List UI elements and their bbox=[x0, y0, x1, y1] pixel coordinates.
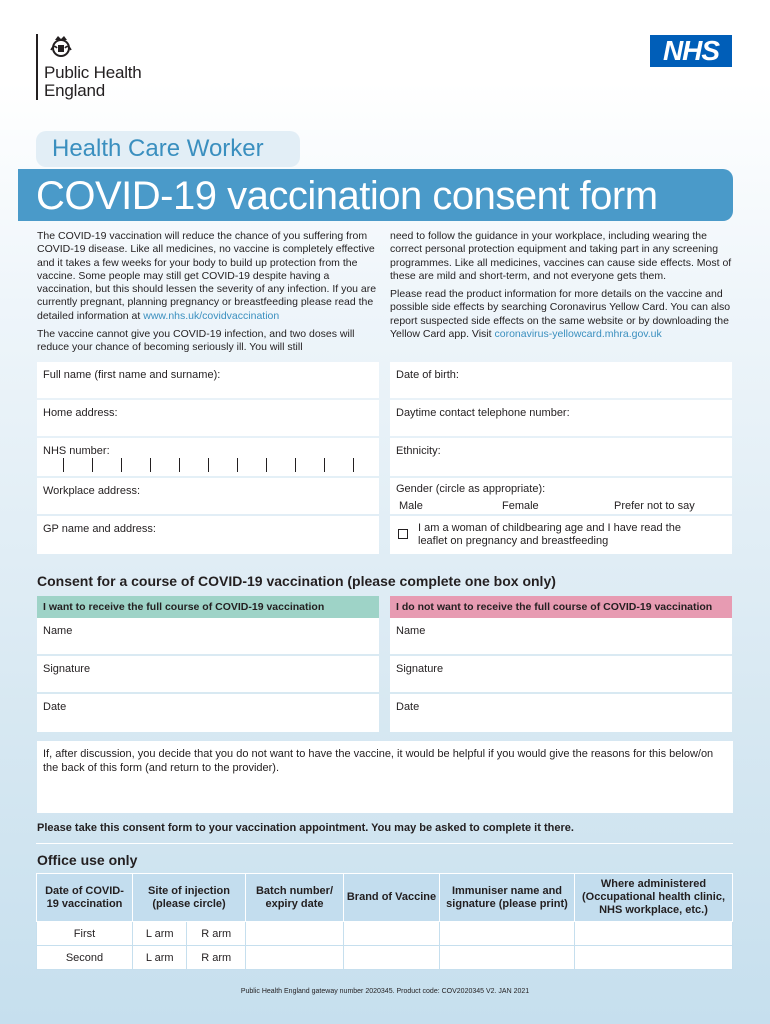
where-cell[interactable] bbox=[575, 946, 733, 970]
reasons-field[interactable] bbox=[37, 741, 733, 813]
ethnicity-field[interactable] bbox=[390, 438, 732, 476]
nhs-number-field[interactable] bbox=[37, 438, 379, 476]
no-name-label: Name bbox=[396, 625, 426, 637]
nhs-number-tick bbox=[150, 458, 151, 472]
col-where: Where administered (Occupational health clinic, NHS workplace, etc.) bbox=[575, 874, 733, 922]
page-title: COVID-19 vaccination consent form bbox=[36, 174, 658, 218]
site-right-arm[interactable]: R arm bbox=[187, 946, 246, 970]
site-left-arm[interactable]: L arm bbox=[133, 946, 187, 970]
nhs-number-tick bbox=[208, 458, 209, 472]
full-name-label: Full name (first name and surname): bbox=[43, 369, 221, 381]
gender-field bbox=[390, 478, 732, 514]
immuniser-cell[interactable] bbox=[440, 946, 575, 970]
yes-name-label: Name bbox=[43, 625, 73, 637]
workplace-address-label: Workplace address: bbox=[43, 485, 141, 497]
dose-label: Second bbox=[37, 946, 133, 970]
col-immuniser: Immuniser name and signature (please print) bbox=[440, 874, 575, 922]
workplace-address-field[interactable] bbox=[37, 478, 379, 514]
pregnancy-check-label: I am a woman of childbearing age and I have read the leaflet on pregnancy and breastfeeding bbox=[418, 522, 681, 547]
intro-left bbox=[37, 230, 377, 360]
no-signature-field[interactable] bbox=[390, 656, 732, 692]
yes-signature-label: Signature bbox=[43, 663, 91, 675]
batch-cell[interactable] bbox=[246, 922, 344, 946]
intro-left-p2: The vaccine cannot give you COVID-19 infection, and two doses will reduce your chance of becoming seriously ill. You will still bbox=[37, 328, 355, 354]
dob-field[interactable] bbox=[390, 362, 732, 398]
nhs-number-tick bbox=[179, 458, 180, 472]
pregnancy-check-field bbox=[390, 516, 732, 554]
org-name-line1: Public Health bbox=[44, 63, 142, 82]
consent-heading: Consent for a course of COVID-19 vaccination (please complete one box only) bbox=[37, 573, 556, 589]
nhs-number-tick bbox=[353, 458, 354, 472]
divider bbox=[36, 843, 733, 844]
nhs-covid-link[interactable]: www.nhs.uk/covidvaccination bbox=[143, 309, 280, 322]
gp-label: GP name and address: bbox=[43, 523, 156, 535]
footer-text: Public Health England gateway number 2020345. Product code: COV2020345 V2. JAN 2021 bbox=[240, 988, 530, 995]
nhs-number-tick bbox=[324, 458, 325, 472]
table-row bbox=[37, 922, 733, 946]
no-date-label: Date bbox=[396, 701, 420, 713]
nhs-logo: NHS bbox=[650, 35, 732, 67]
yes-name-field[interactable] bbox=[37, 618, 379, 654]
site-left-arm[interactable]: L arm bbox=[133, 922, 187, 946]
brand-cell[interactable] bbox=[344, 946, 440, 970]
col-site: Site of injection (please circle) bbox=[133, 874, 246, 922]
nhs-number-tick bbox=[92, 458, 93, 472]
gender-option-male[interactable]: Male bbox=[399, 500, 423, 512]
org-name-line2: England bbox=[44, 81, 105, 100]
consent-yes-heading: I want to receive the full course of COVID-19 vaccination bbox=[37, 596, 379, 618]
consent-no-heading: I do not want to receive the full course of COVID-19 vaccination bbox=[390, 596, 732, 618]
no-signature-label: Signature bbox=[396, 663, 444, 675]
home-address-label: Home address: bbox=[43, 407, 118, 419]
nhs-number-tick bbox=[295, 458, 296, 472]
site-right-arm[interactable]: R arm bbox=[187, 922, 246, 946]
pregnancy-checkbox[interactable] bbox=[398, 529, 408, 539]
ethnicity-label: Ethnicity: bbox=[396, 445, 441, 457]
gender-option-female[interactable]: Female bbox=[502, 500, 539, 512]
col-batch: Batch number/ expiry date bbox=[246, 874, 344, 922]
office-table bbox=[36, 873, 733, 970]
table-row bbox=[37, 946, 733, 970]
intro-right-p1: need to follow the guidance in your workplace, including wearing the correct personal protection equipment and taking part in any screening programmes. Like all medicines, vaccines can cause side effects. Most of these are mild and short-term, and not everyone gets them. bbox=[390, 230, 732, 282]
gender-option-prefer-not[interactable]: Prefer not to say bbox=[614, 500, 695, 512]
phone-label: Daytime contact telephone number: bbox=[396, 407, 570, 419]
yes-date-label: Date bbox=[43, 701, 67, 713]
nhs-number-tick bbox=[121, 458, 122, 472]
no-name-field[interactable] bbox=[390, 618, 732, 654]
crest-icon bbox=[48, 34, 74, 60]
nhs-number-tick bbox=[266, 458, 267, 472]
phe-logo bbox=[36, 34, 176, 104]
full-name-field[interactable] bbox=[37, 362, 379, 398]
batch-cell[interactable] bbox=[246, 946, 344, 970]
home-address-field[interactable] bbox=[37, 400, 379, 436]
intro-right bbox=[390, 230, 732, 346]
form-subtitle: Health Care Worker bbox=[36, 131, 300, 167]
gp-field[interactable] bbox=[37, 516, 379, 554]
brand-cell[interactable] bbox=[344, 922, 440, 946]
gender-label: Gender (circle as appropriate): bbox=[396, 483, 546, 495]
phone-field[interactable] bbox=[390, 400, 732, 436]
office-table-header bbox=[37, 874, 733, 922]
office-heading: Office use only bbox=[37, 852, 138, 868]
dob-label: Date of birth: bbox=[396, 369, 459, 381]
no-date-field[interactable] bbox=[390, 694, 732, 732]
where-cell[interactable] bbox=[575, 922, 733, 946]
nhs-number-tick bbox=[63, 458, 64, 472]
nhs-number-tick bbox=[237, 458, 238, 472]
yellowcard-link[interactable]: coronavirus-yellowcard.mhra.gov.uk bbox=[494, 328, 662, 341]
col-brand: Brand of Vaccine bbox=[344, 874, 440, 922]
intro-left-p1: The COVID-19 vaccination will reduce the chance of you suffering from COVID-19 disease. Like all medicines, no vaccine is completely effective and it takes a few weeks for your body to build up protection from the vaccine. Some people may still get COVID-19 despite having a vaccination, but this should lessen the severity of any infection. If you are currently pregnant, planning pregnancy or breastfeeding please read the detailed information at bbox=[37, 230, 377, 322]
reasons-label: If, after discussion, you decide that you do not want to have the vaccine, it would be helpful if you would give the reasons for this below/on the back of this form (and return to the provider). bbox=[43, 748, 714, 774]
dose-label: First bbox=[37, 922, 133, 946]
nhs-number-label: NHS number: bbox=[43, 445, 110, 457]
take-form-notice: Please take this consent form to your vaccination appointment. You may be asked to complete it there. bbox=[37, 822, 574, 834]
col-date: Date of COVID-19 vaccination bbox=[37, 874, 133, 922]
phe-logo-bar bbox=[36, 34, 38, 100]
immuniser-cell[interactable] bbox=[440, 922, 575, 946]
intro-right-p2: Please read the product information for more details on the vaccine and possible side effects by searching Coronavirus Yellow Card. You can also report suspected side effects on the same website or by downloading the Yellow Card app. Visit bbox=[390, 288, 731, 341]
yes-date-field[interactable] bbox=[37, 694, 379, 732]
yes-signature-field[interactable] bbox=[37, 656, 379, 692]
